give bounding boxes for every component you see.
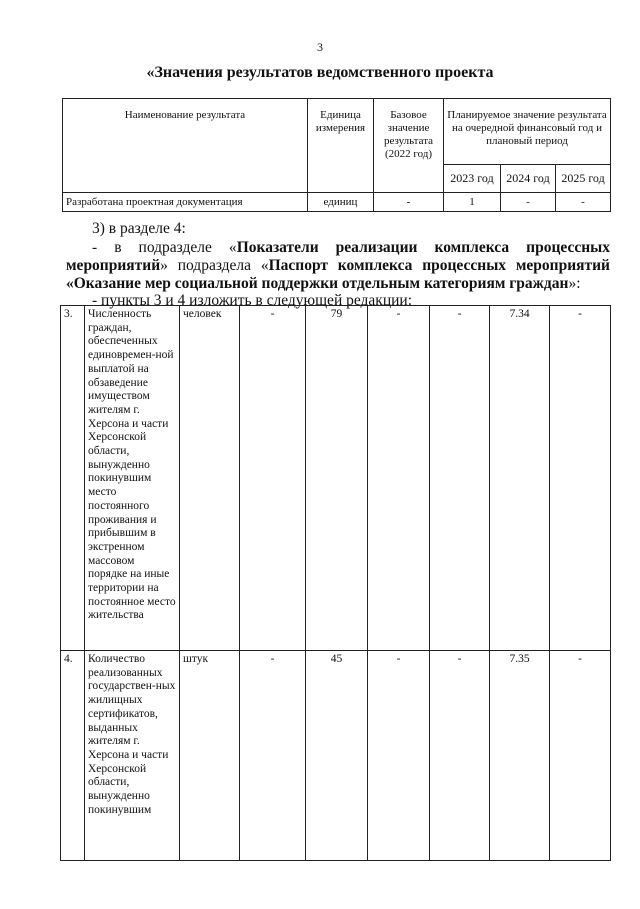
text-line-4: - пункты 3 и 4 изложить в следующей редакции: [92, 292, 413, 309]
indicator-unit: человек [180, 306, 240, 651]
row-number: 4. [61, 651, 85, 861]
header-result-name: Наименование результата [63, 99, 308, 193]
indicator-cell: 45 [306, 651, 368, 861]
header-year-2024: 2024 год [501, 165, 556, 193]
indicator-cell: - [430, 306, 490, 651]
result-base: - [374, 193, 444, 212]
item-label: 3) в разделе 4: [92, 220, 186, 237]
row-number: 3. [61, 306, 85, 651]
indicator-unit: штук [180, 651, 240, 861]
text-line-3: «Оказание мер социальной поддержки отдельным категориям граждан»: [66, 275, 581, 292]
section-heading: «Значения результатов ведомственного проекта [146, 64, 494, 81]
header-base-value: Базовое значение результата (2022 год) [374, 99, 444, 193]
table-row [61, 651, 611, 861]
result-2025: - [556, 193, 611, 212]
indicator-cell: - [550, 651, 611, 861]
table-row [63, 193, 611, 212]
indicator-name: Численность граждан, обеспеченных единовремен-ной выплатой на обзаведение имуществом жителям г. Херсона и части Херсонской области, вынужденно покинувшим место постоянного проживания и прибывшим в экстренном массовом порядке на иные территории на постоянное место жительства [85, 306, 180, 651]
result-2023: 1 [444, 193, 501, 212]
table-row [61, 306, 611, 651]
indicator-cell: - [550, 306, 611, 651]
text-line-1: - в подразделе «Показатели реализации комплекса процессных [92, 239, 610, 256]
indicator-cell: 7.35 [490, 651, 550, 861]
indicators-table [60, 305, 611, 861]
header-planned-value: Планируемое значение результата на очередной финансовый год и плановый период [444, 99, 611, 165]
header-year-2025: 2025 год [556, 165, 611, 193]
indicator-cell: - [430, 651, 490, 861]
header-unit: Единица измерения [308, 99, 374, 193]
indicator-cell: 7.34 [490, 306, 550, 651]
result-unit: единиц [308, 193, 374, 212]
header-year-2023: 2023 год [444, 165, 501, 193]
indicator-cell: 79 [306, 306, 368, 651]
page-number: 3 [317, 40, 323, 54]
text-line-2: мероприятий» подраздела «Паспорт комплекса процессных мероприятий [66, 257, 610, 274]
result-2024: - [501, 193, 556, 212]
results-table [62, 98, 611, 212]
indicator-name: Количество реализованных государствен-ных жилищных сертификатов, выданных жителям г. Херсона и части Херсонской области, вынужденно покинувшим [85, 651, 180, 861]
result-name: Разработана проектная документация [63, 193, 308, 212]
indicator-cell: - [368, 306, 430, 651]
indicator-cell: - [368, 651, 430, 861]
indicator-cell: - [240, 651, 306, 861]
indicator-cell: - [240, 306, 306, 651]
